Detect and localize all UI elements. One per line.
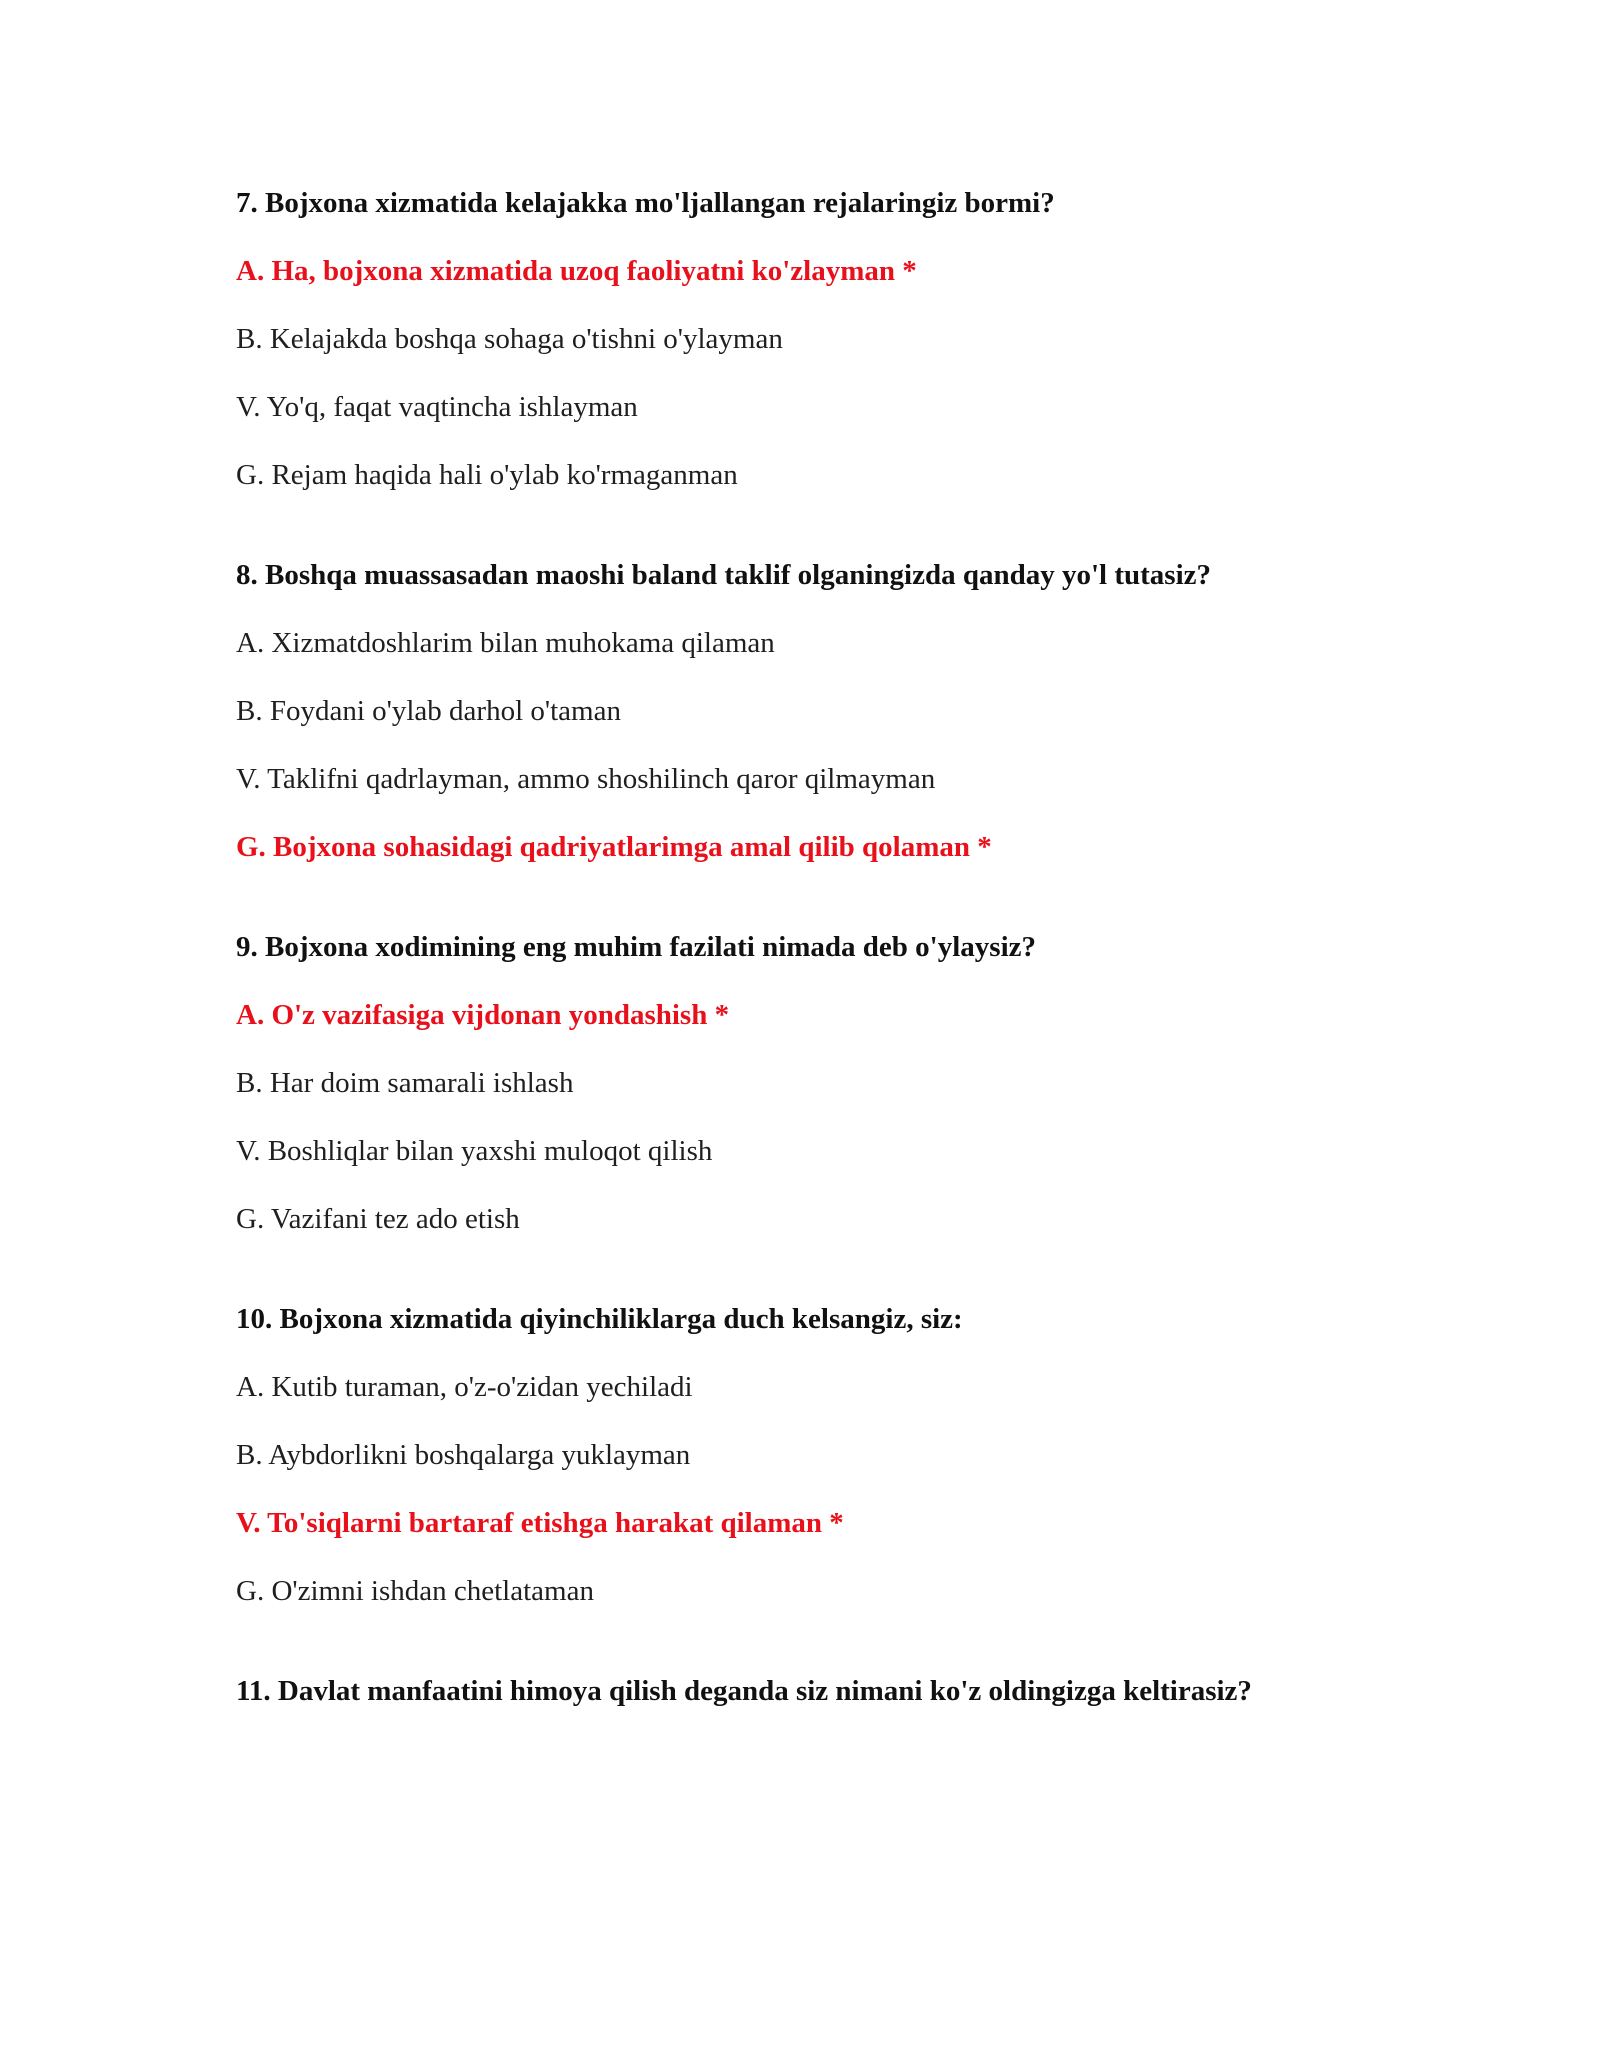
- answer-option: G. Vazifani tez ado etish: [236, 1203, 520, 1235]
- answer-option-correct: A. O'z vazifasiga vijdonan yondashish *: [236, 999, 730, 1031]
- question-title: 10. Bojxona xizmatida qiyinchiliklarga duch kelsangiz, siz:: [236, 1303, 963, 1335]
- answer-option: B. Aybdorlikni boshqalarga yuklayman: [236, 1439, 691, 1471]
- question-title: 11. Davlat manfaatini himoya qilish deganda siz nimani ko'z oldingizga keltirasiz?: [236, 1675, 1252, 1707]
- answer-option: G. Rejam haqida hali o'ylab ko'rmaganman: [236, 459, 738, 491]
- answer-option: B. Foydani o'ylab darhol o'taman: [236, 695, 621, 727]
- answer-option-correct: A. Ha, bojxona xizmatida uzoq faoliyatni ko'zlayman *: [236, 255, 917, 287]
- question-9: [236, 930, 1436, 1236]
- question-10: [236, 1302, 1436, 1608]
- answer-option: B. Har doim samarali ishlash: [236, 1067, 574, 1099]
- answer-option: V. Taklifni qadrlayman, ammo shoshilinch qaror qilmayman: [236, 763, 936, 795]
- question-11: [236, 1674, 1436, 1708]
- question-8: [236, 558, 1436, 864]
- answer-option: B. Kelajakda boshqa sohaga o'tishni o'ylayman: [236, 323, 783, 355]
- question-7: [236, 186, 1436, 492]
- question-title: 7. Bojxona xizmatida kelajakka mo'ljallangan rejalaringiz bormi?: [236, 187, 1055, 219]
- question-title: 9. Bojxona xodimining eng muhim fazilati nimada deb o'ylaysiz?: [236, 931, 1037, 963]
- answer-option: V. Yo'q, faqat vaqtincha ishlayman: [236, 391, 638, 423]
- answer-option: A. Kutib turaman, o'z-o'zidan yechiladi: [236, 1371, 693, 1403]
- question-list: [236, 186, 1436, 1774]
- answer-option: G. O'zimni ishdan chetlataman: [236, 1575, 594, 1607]
- question-title: 8. Boshqa muassasadan maoshi baland taklif olganingizda qanday yo'l tutasiz?: [236, 559, 1211, 591]
- answer-option: A. Xizmatdoshlarim bilan muhokama qilaman: [236, 627, 775, 659]
- answer-option-correct: G. Bojxona sohasidagi qadriyatlarimga amal qilib qolaman *: [236, 831, 992, 863]
- answer-option: V. Boshliqlar bilan yaxshi muloqot qilish: [236, 1135, 713, 1167]
- answer-option-correct: V. To'siqlarni bartaraf etishga harakat qilaman *: [236, 1507, 844, 1539]
